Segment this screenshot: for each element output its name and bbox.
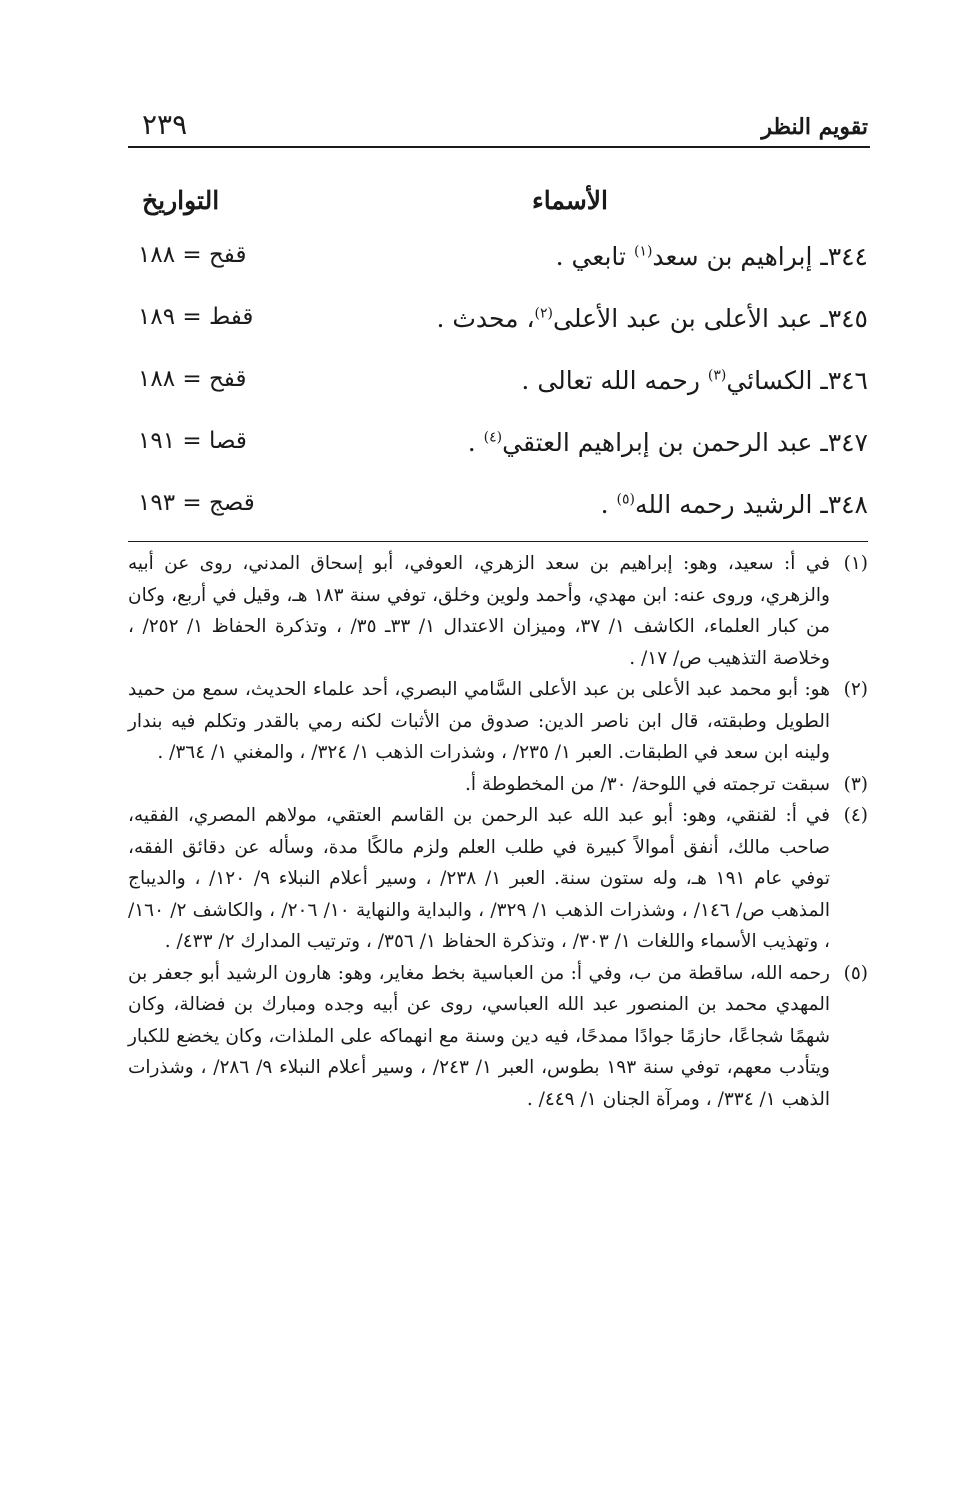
entry-name-tail: رحمه الله تعالى . [521,366,708,395]
footnote-ref: (١) [633,243,653,260]
entry-list [128,242,868,552]
footnote-ref: (٢) [534,305,554,322]
entry-date: قصج = ١٩٣ [138,490,255,516]
entry-name [556,242,868,271]
footnote-marker: (٥) [843,962,868,984]
entry-date: قفح = ١٨٨ [138,242,247,268]
footnotes [128,548,868,1115]
footnote [128,548,868,674]
entry-name-text: ٣٤٤ـ إبراهيم بن سعد [652,242,868,271]
footnote-marker: (٣) [843,773,868,795]
footnote [128,958,868,1116]
header-rule [128,146,870,148]
footnote-marker: (٤) [843,805,868,826]
footnote-separator [128,541,868,542]
entry-date: قصا = ١٩١ [138,428,247,454]
footnote [128,769,868,801]
entry-name-tail: تابعي . [555,242,634,271]
entry-name-tail: ، محدث . [436,304,535,333]
footnote-text: في أ: سعيد، وهو: إبراهيم بن سعد الزهري، العوفي، أبو إسحاق المدني، روى عن أبيه والزهري، وروى عنه: ابن مهدي، وأحمد ولوين وخلق، توفي سنة ١٨٣ هـ، وقيل في أربع، وكان من كبار العلماء، الكاشف ١/ ٣٧، وميزان الاعتدال ١/ ٣٣ـ ٣٥/ ، وتذكرة الحفاظ ١/ ٢٥٢/ ، وخلاصة التذهيب ص/ ١٧/ . [128,553,830,669]
page-number: ٢٣٩ [142,108,188,141]
footnote-text: في أ: لقنقي، وهو: أبو عبد الله عبد الرحمن بن القاسم العتقي، مولاهم المصري، الفقيه، صاحب مالك، أنفق أموالاً كبيرة في طلب العلم ولزم مالكًا مدة، وسأله عن دقائق الفقه، توفي عام ١٩١ هـ، وله ستون سنة. العبر ١/ ٢٣٨/ ، وسير أعلام النبلاء ٩/ ١٢٠/ ، والديباج المذهب ص/ ١٤٦/ ، وشذرات الذهب ١/ ٣٢٩/ ، والبداية والنهاية ١٠/ ٢٠٦/ ، والكاشف ٢/ ١٦٠/ ، وتهذيب الأسماء واللغات ١/ ٣٠٣/ ، وتذكرة الحفاظ ١/ ٣٥٦/ ، وترتيب المدارك ٢/ ٤٣٣/ . [128,805,830,952]
entry-name-text: ٣٤٦ـ الكسائي [726,366,868,395]
footnote [128,674,868,769]
entry-name-tail: . [600,490,617,519]
column-heading-dates: التواريخ [142,186,220,215]
footnote-text: رحمه الله، ساقطة من ب، وفي أ: من العباسية بخط مغاير، وهو: هارون الرشيد أبو جعفر بن المهدي محمد بن المنصور عبد الله العباسي، روى عن أبيه وجده ومبارك بن فضالة، وكان شهمًا شجاعًا، حازمًا جوادًا ممدحًا، فيه دين وسنة مع انهماكه على الملذات، وكان يخضع للكبار ويتأدب معهم، توفي سنة ١٩٣ بطوس، العبر ١/ ٢٤٣/ ، وسير أعلام النبلاء ٩/ ٢٨٦/ ، وشذرات الذهب ١/ ٣٣٤/ ، ومرآة الجنان ١/ ٤٤٩/ . [128,962,830,1110]
column-heading-names: الأسماء [532,186,608,215]
running-title: تقويم النظر [761,114,868,140]
entry-date: قفح = ١٨٨ [138,366,247,392]
entry-row [128,242,868,304]
entry-name [436,304,868,333]
footnote-ref: (٤) [483,429,503,446]
entry-date: قفط = ١٨٩ [138,304,254,330]
footnote-marker: (١) [843,553,868,574]
entry-row [128,304,868,366]
entry-row [128,366,868,428]
table-header [128,186,868,226]
entry-name-text: ٣٤٥ـ عبد الأعلى بن عبد الأعلى [553,304,868,333]
footnote-text: سبقت ترجمته في اللوحة/ ٣٠/ من المخطوطة أ. [465,773,830,795]
entry-row [128,428,868,490]
footnote [128,800,868,958]
entry-name-text: ٣٤٧ـ عبد الرحمن بن إبراهيم العتقي [502,428,868,457]
running-head [128,108,868,148]
entry-row [128,490,868,552]
entry-name-tail: . [467,428,484,457]
footnote-text: هو: أبو محمد عبد الأعلى بن عبد الأعلى السَّامي البصري، أحد علماء الحديث، سمع من حميد الطويل وطبقته، قال ابن ناصر الدين: صدوق من الأثبات لكنه رمي بالقدر وتكلم فيه بندار ولينه ابن سعد في الطبقات. العبر ١/ ٢٣٥/ ، وشذرات الذهب ١/ ٣٢٤/ ، والمغني ١/ ٣٦٤/ . [128,679,830,763]
entry-name [468,428,868,457]
entry-name [521,366,868,395]
entry-name [601,490,868,519]
footnote-marker: (٢) [843,679,868,700]
footnote-ref: (٥) [616,491,635,508]
footnote-ref: (٣) [707,367,727,384]
entry-name-text: ٣٤٨ـ الرشيد رحمه الله [634,490,868,519]
